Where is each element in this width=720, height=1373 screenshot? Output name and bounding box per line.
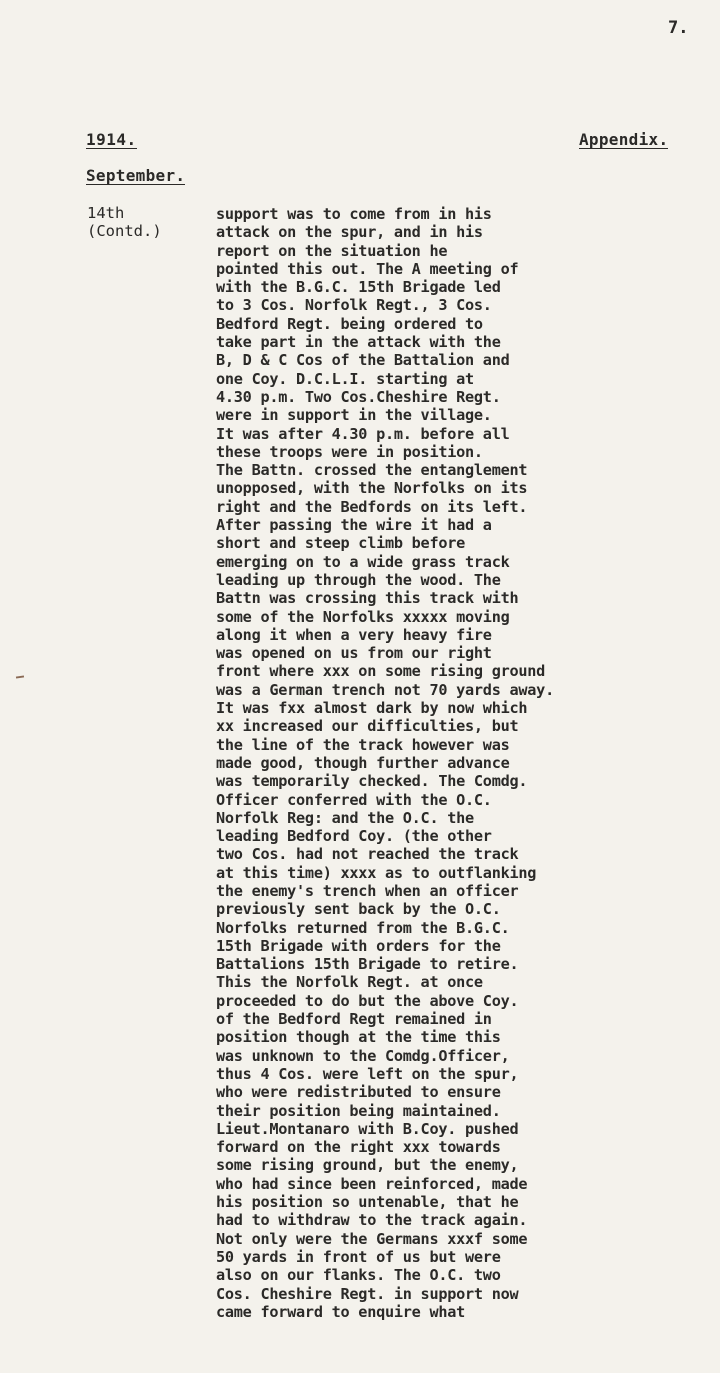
body-line: Lieut.Montanaro with B.Coy. pushed — [216, 1119, 519, 1138]
body-line: After passing the wire it had a — [216, 516, 492, 535]
margin-mark — [16, 675, 24, 678]
body-line: also on our flanks. The O.C. two — [216, 1266, 501, 1285]
body-line: leading up through the wood. The — [216, 570, 501, 589]
page-number: 7. — [668, 18, 689, 38]
body-line: were in support in the village. — [216, 406, 492, 425]
body-line: the line of the track however was — [216, 735, 510, 754]
date-line: 14th — [87, 204, 125, 222]
body-line: was opened on us from our right — [216, 644, 492, 663]
body-line: xx increased our difficulties, but — [216, 717, 519, 736]
body-line: Norfolk Reg: and the O.C. the — [216, 808, 474, 827]
body-line: who had since been reinforced, made — [216, 1174, 528, 1193]
body-line: attack on the spur, and in his — [216, 223, 483, 242]
body-line: previously sent back by the O.C. — [216, 900, 501, 919]
body-line: Battn was crossing this track with — [216, 589, 519, 608]
body-line: came forward to enquire what — [216, 1302, 466, 1321]
body-line: support was to come from in his — [216, 205, 492, 223]
body-line: right and the Bedfords on its left. — [216, 497, 528, 516]
body-line: their position being maintained. — [216, 1101, 501, 1120]
body-line: 50 yards in front of us but were — [216, 1247, 501, 1266]
entry-date — [87, 204, 162, 241]
body-line: 15th Brigade with orders for the — [216, 936, 501, 955]
body-line: The Battn. crossed the entanglement — [216, 461, 528, 480]
body-line: thus 4 Cos. were left on the spur, — [216, 1064, 519, 1083]
body-line: who were redistributed to ensure — [216, 1083, 501, 1102]
body-line: two Cos. had not reached the track — [216, 845, 519, 864]
body-line: proceeded to do but the above Coy. — [216, 991, 519, 1010]
body-line: leading Bedford Coy. (the other — [216, 827, 492, 846]
body-line: to 3 Cos. Norfolk Regt., 3 Cos. — [216, 296, 492, 315]
body-line: one Coy. D.C.L.I. starting at — [216, 369, 474, 388]
body-line: B, D & C Cos of the Battalion and — [216, 351, 510, 370]
body-line: report on the situation he — [216, 241, 448, 260]
year-heading: 1914. — [86, 130, 137, 149]
body-line: had to withdraw to the track again. — [216, 1211, 528, 1230]
body-line: some of the Norfolks xxxxx moving — [216, 607, 510, 626]
body-line: short and steep climb before — [216, 534, 466, 553]
date-line: (Contd.) — [87, 222, 162, 241]
body-line: the enemy's trench when an officer — [216, 881, 519, 900]
body-line: was a German trench not 70 yards away. — [216, 680, 554, 699]
body-line: Cos. Cheshire Regt. in support now — [216, 1284, 519, 1303]
body-line: Bedford Regt. being ordered to — [216, 314, 483, 333]
body-line: with the B.G.C. 15th Brigade led — [216, 278, 501, 297]
month-heading: September. — [86, 166, 186, 185]
body-line: pointed this out. The A meeting of — [216, 259, 519, 278]
body-line: Officer conferred with the O.C. — [216, 790, 492, 809]
body-line: emerging on to a wide grass track — [216, 552, 510, 571]
body-line: these troops were in position. — [216, 442, 483, 461]
body-line: made good, though further advance — [216, 753, 510, 772]
body-line: Not only were the Germans xxxf some — [216, 1229, 528, 1248]
body-line: This the Norfolk Regt. at once — [216, 973, 483, 992]
body-line: It was after 4.30 p.m. before all — [216, 424, 510, 443]
body-line: was unknown to the Comdg.Officer, — [216, 1046, 510, 1065]
appendix-heading: Appendix. — [579, 130, 669, 149]
body-line: along it when a very heavy fire — [216, 625, 492, 644]
body-line: Battalions 15th Brigade to retire. — [216, 955, 519, 974]
body-line: forward on the right xxx towards — [216, 1138, 501, 1157]
body-line: at this time) xxxx as to outflanking — [216, 863, 537, 882]
body-line: 4.30 p.m. Two Cos.Cheshire Regt. — [216, 387, 501, 406]
body-line: his position so untenable, that he — [216, 1193, 519, 1212]
body-line: some rising ground, but the enemy, — [216, 1156, 519, 1175]
body-line: It was fxx almost dark by now which — [216, 699, 528, 718]
body-line: position though at the time this — [216, 1028, 501, 1047]
body-line: Norfolks returned from the B.G.C. — [216, 918, 510, 937]
body-line: was temporarily checked. The Comdg. — [216, 772, 528, 791]
entry-body — [216, 205, 716, 1321]
body-line: of the Bedford Regt remained in — [216, 1010, 492, 1029]
body-line: front where xxx on some rising ground — [216, 662, 546, 681]
body-line: take part in the attack with the — [216, 333, 501, 352]
body-line: unopposed, with the Norfolks on its — [216, 479, 528, 498]
